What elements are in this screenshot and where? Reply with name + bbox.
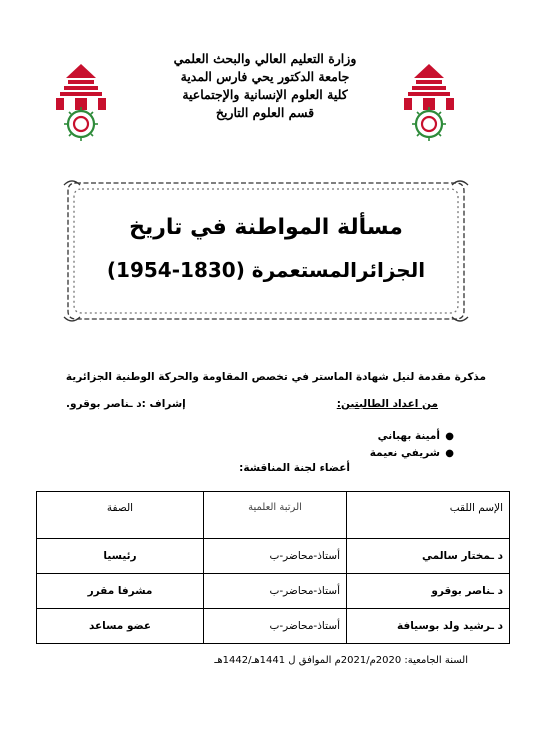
thesis-title-line2: الجزائرالمستعمرة (1830-1954): [106, 258, 426, 282]
memo-description: مذكرة مقدمة لنيل شهادة الماستر في تخصص المقاومة والحركة الوطنية الجزائرية: [65, 371, 486, 383]
bullet-icon: ●: [445, 448, 454, 459]
jury-table: [36, 491, 510, 644]
student-item: ● شريفي نعيمة: [370, 445, 440, 462]
title-frame: [62, 175, 470, 327]
university-logo-right-icon: [396, 62, 462, 142]
member-name: د ـناصر بوقرو: [347, 574, 510, 609]
supervisor-line: إشراف :د ـناصر بوقرو.: [66, 398, 186, 410]
academic-year: السنة الجامعية: 2020م/2021م الموافق ل 1441هـ/1442هـ: [214, 655, 468, 666]
faculty-name: كلية العلوم الإنسانية والإجتماعية: [182, 87, 348, 102]
member-role: رئيسيا: [37, 539, 204, 574]
member-name: د ـرشيد ولد بوسيافة: [347, 609, 510, 644]
member-role: عضو مساعد: [37, 609, 204, 644]
column-header-role: الصفة: [37, 492, 204, 539]
member-rank: أستاذ-محاضر-ب: [204, 574, 347, 609]
ministry-name: وزارة التعليم العالي والبحث العلمي: [173, 51, 357, 66]
committee-label: أعضاء لجنة المناقشة:: [239, 462, 350, 474]
table-row: [37, 609, 510, 644]
column-header-name: الإسم اللقب: [347, 492, 510, 539]
students-list: [370, 428, 454, 462]
member-rank: أستاذ-محاضر-ب: [204, 609, 347, 644]
table-row: [37, 539, 510, 574]
student-item: ● أمينة بهباني: [370, 428, 440, 445]
member-role: مشرفا مقرر: [37, 574, 204, 609]
table-header-row: [37, 492, 510, 539]
prepared-by-label: من اعداد الطالبتين:: [336, 398, 438, 410]
column-header-rank: الرتبة العلمية: [204, 492, 347, 539]
bullet-icon: ●: [445, 431, 454, 442]
member-name: د ـمختار سالمي: [347, 539, 510, 574]
university-logo-left-icon: [48, 62, 114, 142]
member-rank: أستاذ-محاضر-ب: [204, 539, 347, 574]
thesis-title-line1: مسألة المواطنة في تاريخ: [129, 215, 403, 240]
department-name: قسم العلوم التاريخ: [215, 105, 315, 120]
table-row: [37, 574, 510, 609]
institution-header: [140, 50, 390, 122]
university-name: جامعة الدكتور يحي فارس المدية: [180, 69, 350, 84]
scroll-frame-icon: [62, 175, 470, 327]
